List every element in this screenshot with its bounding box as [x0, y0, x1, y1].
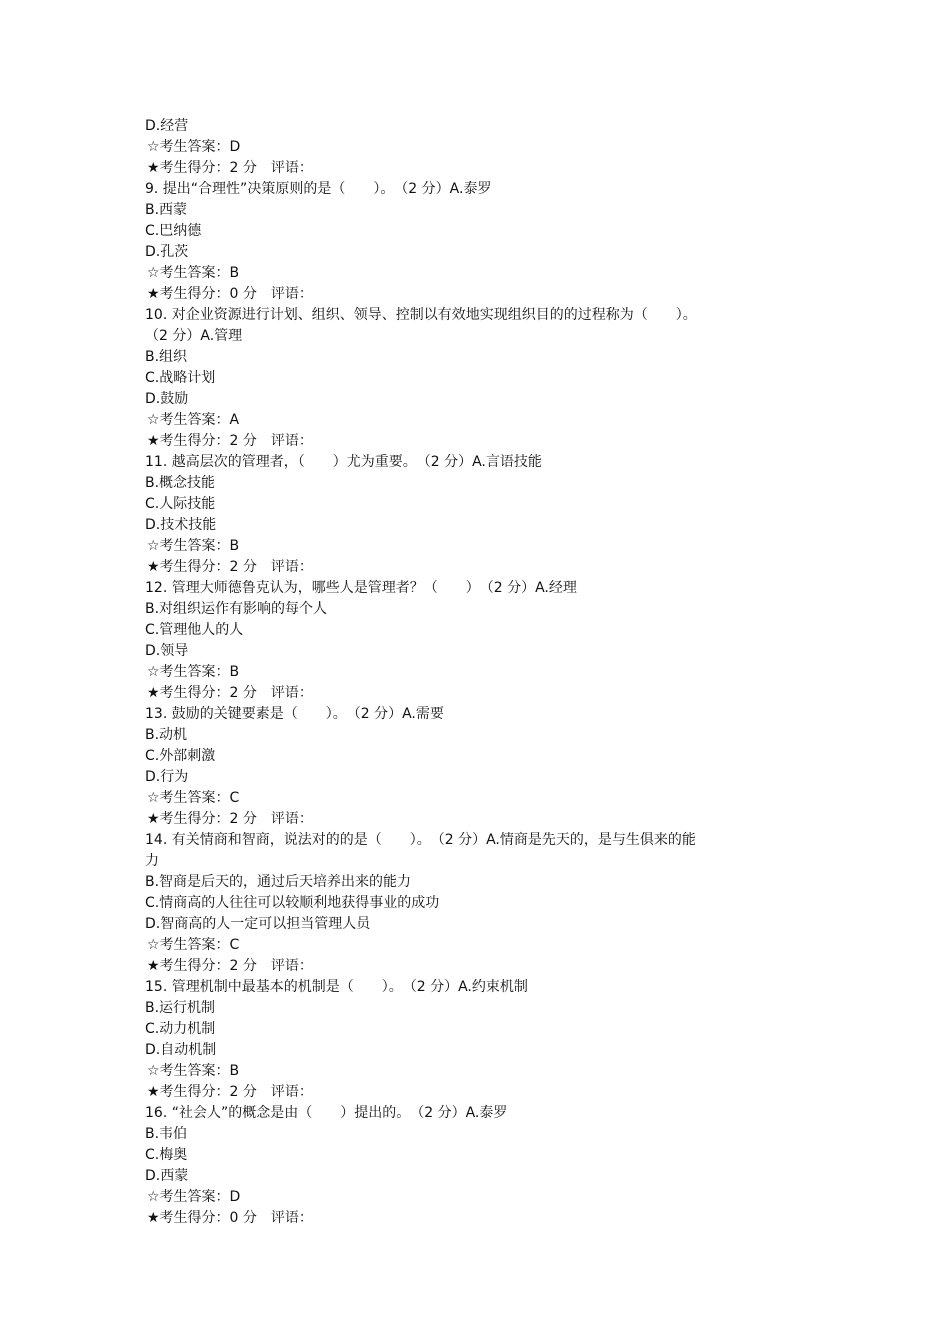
- option-line: C.外部刺激: [145, 748, 216, 764]
- question-9: 9. 提出“合理性”决策原则的是（ ）。 （2 分）A.泰罗: [145, 181, 492, 197]
- option-line: B.韦伯: [145, 1126, 188, 1142]
- option-line: C.人际技能: [145, 496, 216, 512]
- student-answer: ☆考生答案：B: [147, 1063, 240, 1079]
- question-15: 15. 管理机制中最基本的机制是（ ）。 （2 分）A.约束机制: [145, 979, 528, 995]
- question-14: 14. 有关情商和智商，说法对的的是（ ）。 （2 分）A.情商是先天的，是与生俱来的能: [145, 832, 696, 848]
- student-answer: ☆考生答案：B: [147, 538, 240, 554]
- student-score: ★考生得分：2 分 评语：: [147, 559, 313, 575]
- option-line: D.鼓励: [145, 391, 189, 407]
- question-13: 13. 鼓励的关键要素是（ ）。 （2 分）A.需要: [145, 706, 444, 722]
- option-line: B.概念技能: [145, 475, 216, 491]
- option-line: B.西蒙: [145, 202, 188, 218]
- option-line: C.动力机制: [145, 1021, 216, 1037]
- option-line: B.对组织运作有影响的每个人: [145, 601, 328, 617]
- question-12: 12. 管理大师德鲁克认为，哪些人是管理者？（ ） （2 分）A.经理: [145, 580, 577, 596]
- student-answer: ☆考生答案：B: [147, 664, 240, 680]
- option-line: C.战略计划: [145, 370, 216, 386]
- option-line: C.管理他人的人: [145, 622, 244, 638]
- question-14-continued: 力: [145, 853, 159, 869]
- student-score: ★考生得分：2 分 评语：: [147, 958, 313, 974]
- student-score: ★考生得分：0 分 评语：: [147, 286, 313, 302]
- student-answer: ☆考生答案：A: [147, 412, 240, 428]
- question-10-continued: （2 分）A.管理: [145, 328, 243, 344]
- question-11: 11. 越高层次的管理者，（ ）尤为重要。 （2 分）A.言语技能: [145, 454, 542, 470]
- student-answer: ☆考生答案：C: [147, 790, 240, 806]
- exam-document: [145, 116, 825, 1229]
- option-line: D.西蒙: [145, 1168, 189, 1184]
- option-line: C.梅奥: [145, 1147, 188, 1163]
- option-line: C.巴纳德: [145, 223, 202, 239]
- option-line: D.自动机制: [145, 1042, 217, 1058]
- option-line: D.孔茨: [145, 244, 189, 260]
- student-score: ★考生得分：2 分 评语：: [147, 685, 313, 701]
- student-answer: ☆考生答案：B: [147, 265, 240, 281]
- student-score: ★考生得分：0 分 评语：: [147, 1210, 313, 1226]
- student-score: ★考生得分：2 分 评语：: [147, 811, 313, 827]
- option-line: C.情商高的人往往可以较顺利地获得事业的成功: [145, 895, 440, 911]
- option-line: D.智商高的人一定可以担当管理人员: [145, 916, 371, 932]
- option-line: B.动机: [145, 727, 188, 743]
- option-line: B.运行机制: [145, 1000, 216, 1016]
- option-line: D.领导: [145, 643, 189, 659]
- student-score: ★考生得分：2 分 评语：: [147, 160, 313, 176]
- student-score: ★考生得分：2 分 评语：: [147, 433, 313, 449]
- question-16: 16. “社会人”的概念是由（ ）提出的。 （2 分）A.泰罗: [145, 1105, 508, 1121]
- option-line: D.行为: [145, 769, 189, 785]
- student-answer: ☆考生答案：D: [147, 1189, 241, 1205]
- option-line: D.经营: [145, 118, 189, 134]
- student-answer: ☆考生答案：C: [147, 937, 240, 953]
- student-answer: ☆考生答案：D: [147, 139, 241, 155]
- question-10: 10. 对企业资源进行计划、组织、领导、控制以有效地实现组织目的的过程称为（ ）。: [145, 307, 697, 323]
- option-line: B.组织: [145, 349, 188, 365]
- option-line: B.智商是后天的，通过后天培养出来的能力: [145, 874, 412, 890]
- option-line: D.技术技能: [145, 517, 217, 533]
- student-score: ★考生得分：2 分 评语：: [147, 1084, 313, 1100]
